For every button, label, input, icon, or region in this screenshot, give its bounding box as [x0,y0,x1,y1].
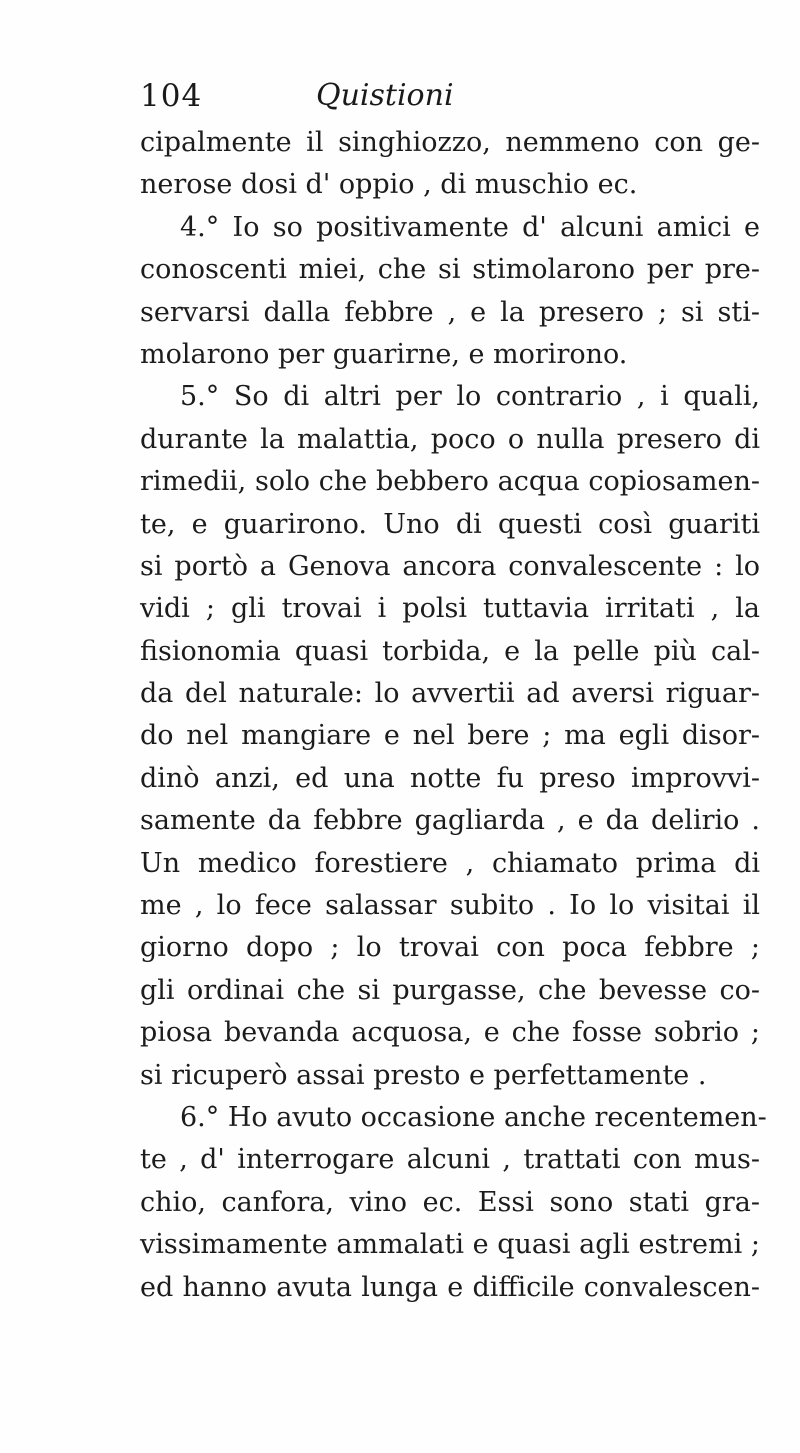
text-line: si ricuperò assai presto e perfettamente . [140,1059,707,1091]
text-line: vidi ; gli trovai i polsi tuttavia irritati , la [140,593,760,625]
text-line: 5.° So di altri per lo contrario , i quali, [180,381,760,413]
text-line: si portò a Genova ancora convalescente : lo [140,550,760,582]
text-line: Un medico forestiere , chiamato prima di [140,847,760,879]
text-line: me , lo fece salassar subito . Io lo visitai il [140,890,760,922]
text-line: piosa bevanda acquosa, e che fosse sobrio ; [140,1017,760,1049]
text-line: vissimamente ammalati e quasi agli estremi ; [140,1229,760,1261]
running-head: Quistioni [316,78,454,113]
text-line: durante la malattia, poco o nulla presero di [140,423,760,455]
text-line: ed hanno avuta lunga e difficile convalescen- [140,1271,760,1303]
text-line: 6.° Ho avuto occasione anche recentemen- [180,1101,767,1133]
text-line: molarono per guarirne, e morirono. [140,338,628,370]
page-header [140,78,740,118]
text-line: fisionomia quasi torbida, e la pelle più cal- [140,635,760,667]
text-line: rimedii, solo che bebbero acqua copiosamen- [140,466,760,498]
text-line: nerose dosi d' oppio , di muschio ec. [140,169,638,201]
text-line: gli ordinai che si purgasse, che bevesse co- [140,974,760,1006]
text-line: te, e guarirono. Uno di questi così guariti [140,508,760,540]
text-line: servarsi dalla febbre , e la presero ; si sti- [140,296,760,328]
text-line: samente da febbre gagliarda , e da delirio . [140,805,760,837]
text-line: cipalmente il singhiozzo, nemmeno con ge- [140,127,760,158]
text-line: chio, canfora, vino ec. Essi sono stati gra- [140,1186,760,1218]
text-line: 4.° Io so positivamente d' alcuni amici e [180,211,760,243]
text-line: dinò anzi, ed una notte fu preso improvvi- [140,762,760,794]
text-line: te , d' interrogare alcuni , trattati con mus- [140,1144,760,1176]
text-line: do nel mangiare e nel bere ; ma egli disor- [140,720,760,752]
text-line: conoscenti miei, che si stimolarono per pre- [140,254,760,286]
page-number: 104 [140,78,203,114]
body-text [140,122,767,1309]
text-line: da del naturale: lo avvertii ad aversi riguar- [140,678,760,710]
text-line: giorno dopo ; lo trovai con poca febbre ; [140,932,760,964]
